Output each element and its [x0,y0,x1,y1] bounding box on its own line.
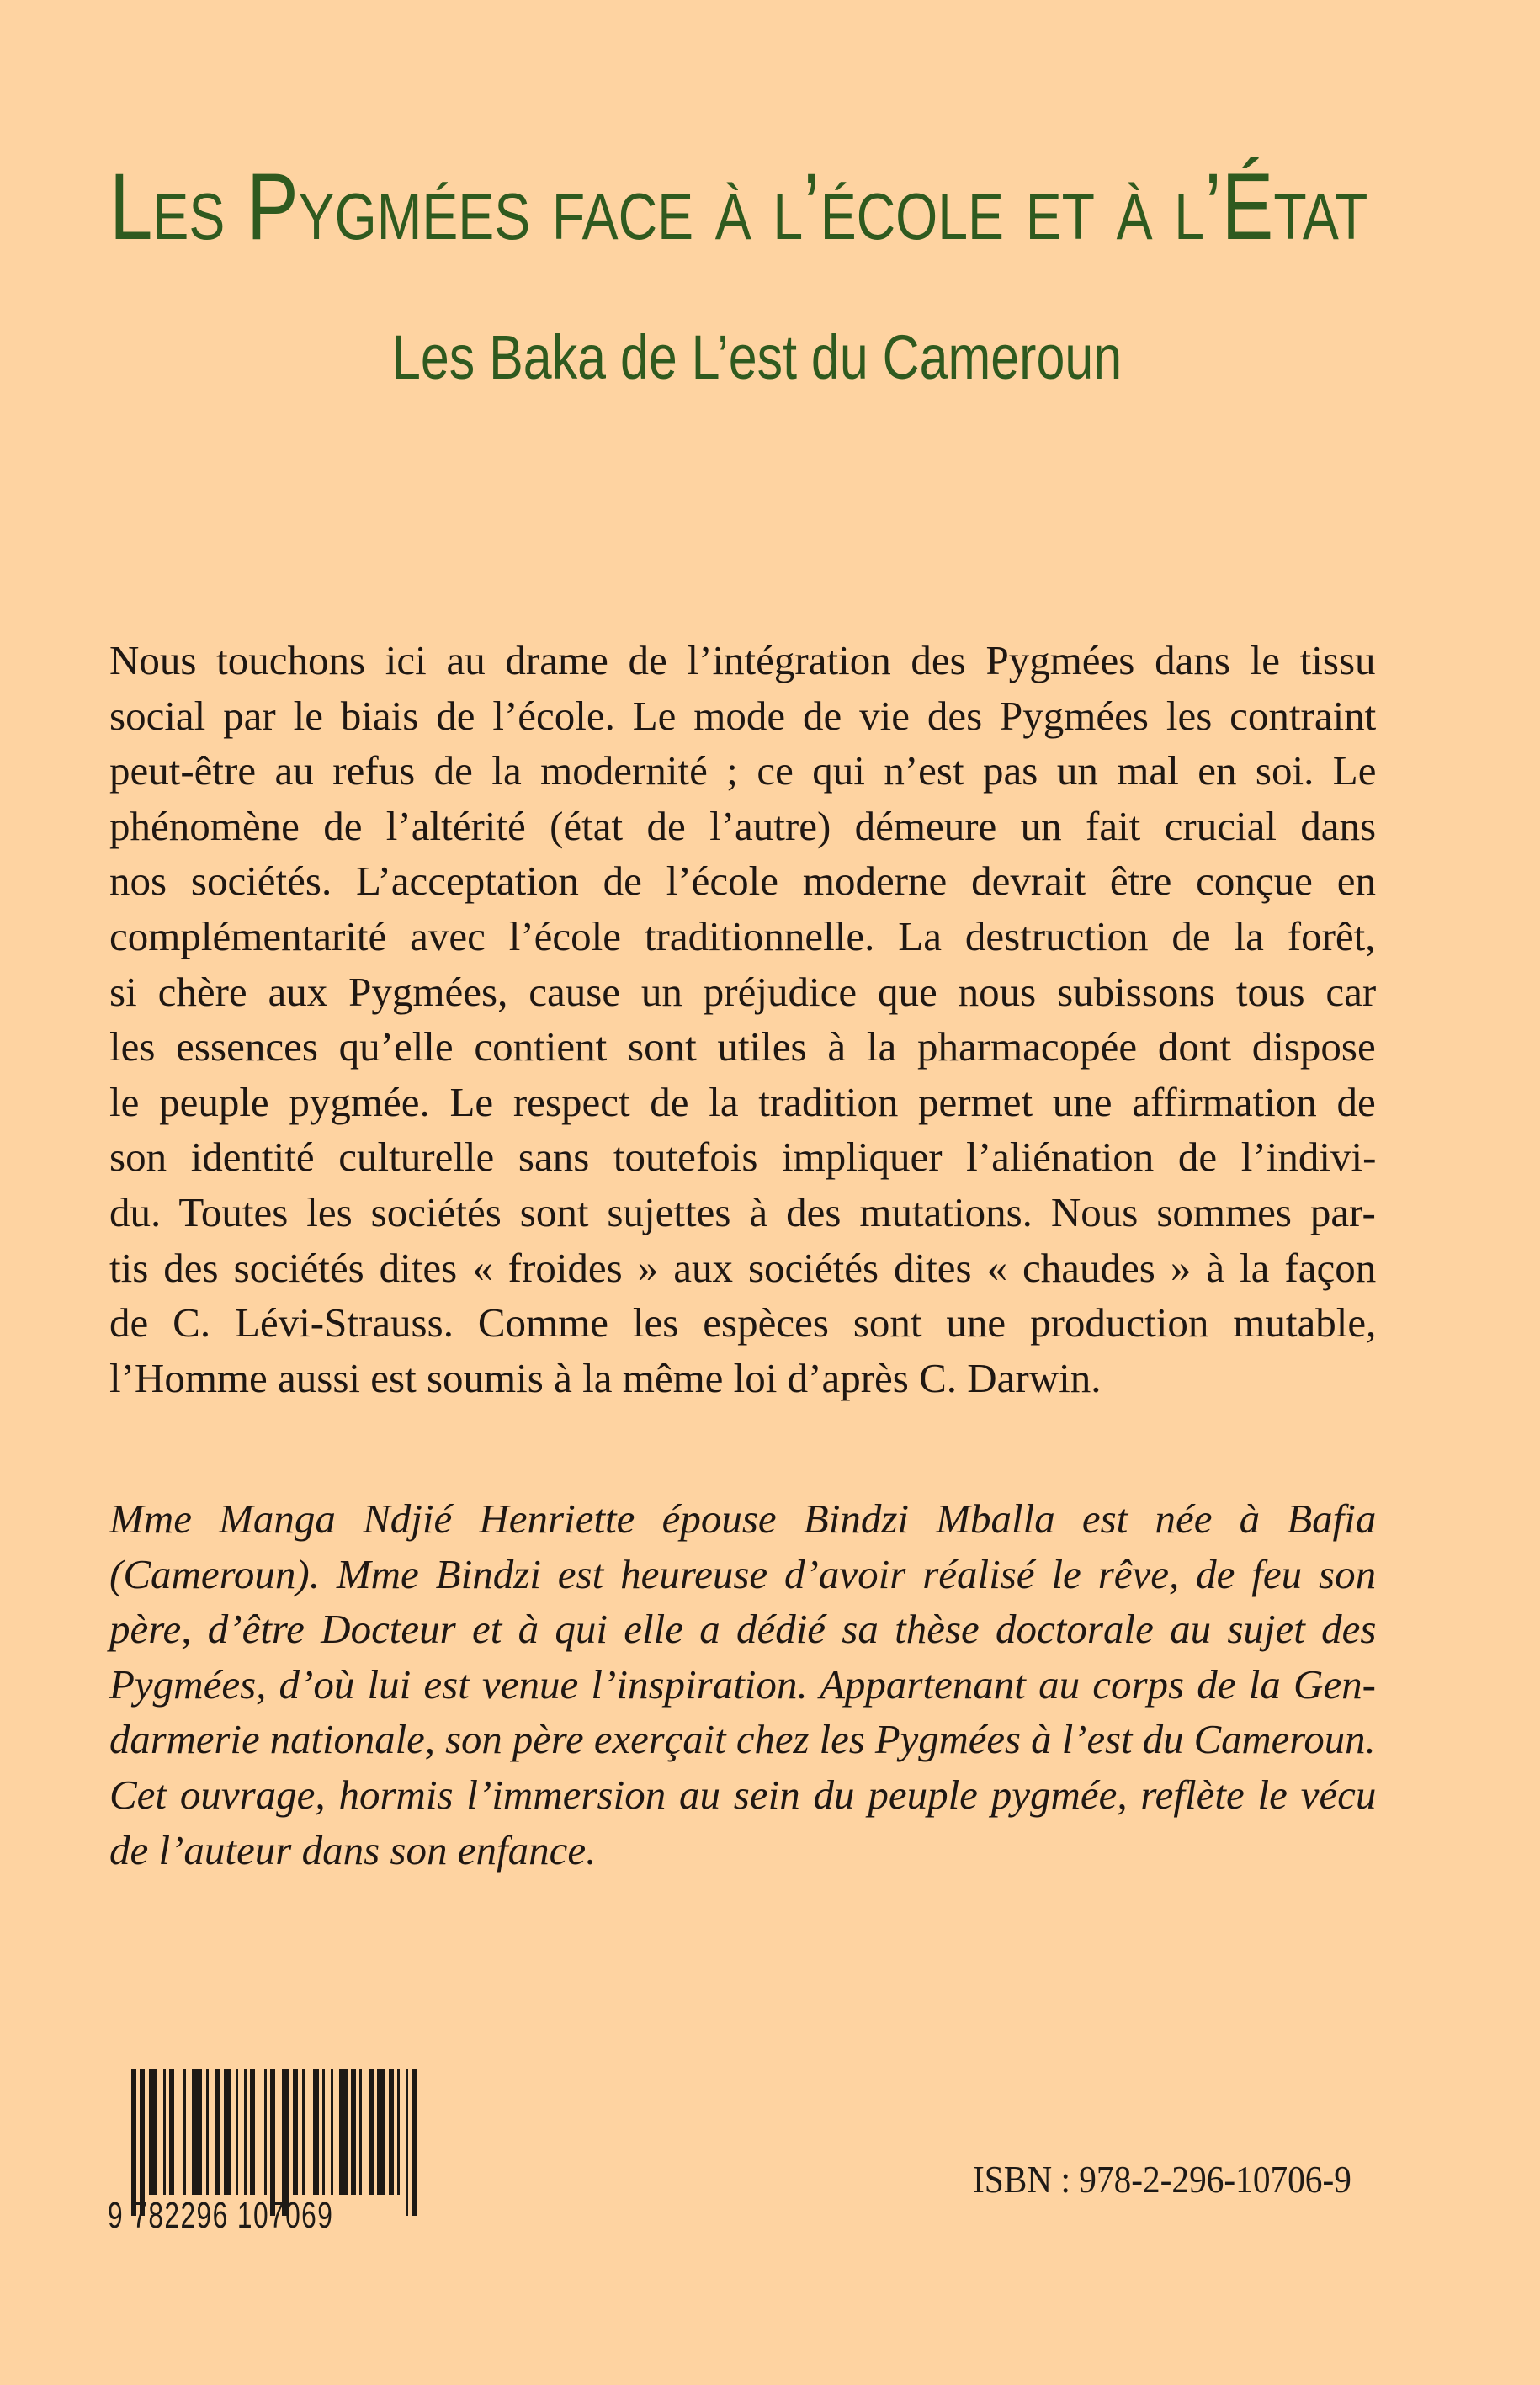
barcode-bar [270,2069,275,2216]
barcode-bar [377,2069,385,2195]
barcode-bar [412,2069,417,2216]
summary-line [109,853,1376,909]
author-line-text: Cet ouvrage, hormis l’immersion au sein du peuple pygmée, reflète le vécu [109,1771,1377,1818]
author-line [109,1547,1376,1602]
summary-line [109,633,1376,688]
book-title: Les Pygmées face à l’école et à l’État [109,154,1368,259]
author-bio-paragraph [109,1491,1376,1878]
summary-line-text: du. Toutes les sociétés sont sujettes à des mutations. Nous sommes par- [109,1188,1376,1235]
summary-line-text: social par le biais de l’école. Le mode de vie des Pygmées les contraint [109,692,1377,739]
barcode-bar [322,2069,325,2195]
isbn-label: ISBN : 978-2-296-10706-9 [973,2158,1351,2201]
book-subtitle: Les Baka de L’est du Cameroun [392,322,1123,392]
barcode-bar [369,2069,374,2195]
barcode-bar [250,2069,255,2195]
barcode [108,2069,417,2237]
barcode-bar [331,2069,333,2195]
barcode-bar [293,2069,298,2195]
barcode-bar [351,2069,356,2195]
barcode-bar [192,2069,202,2195]
summary-line-text: l’Homme aussi est soumis à la même loi d’après C. Darwin. [109,1354,1102,1401]
summary-line-text: si chère aux Pygmées, cause un préjudice que nous subissons tous car [109,968,1377,1015]
summary-line [109,1351,1376,1406]
author-line-text: (Cameroun). Mme Bindzi est heureuse d’avoir réalisé le rêve, de feu son [109,1550,1377,1597]
barcode-bar [244,2069,247,2195]
barcode-bar [183,2069,186,2195]
summary-line-text: complémentarité avec l’école traditionnelle. La destruction de la forêt, [109,912,1376,959]
barcode-bar [264,2069,267,2195]
barcode-bar [406,2069,408,2216]
barcode-bar [302,2069,305,2195]
author-line [109,1657,1376,1713]
summary-line [109,743,1376,799]
summary-line [109,1019,1376,1075]
author-line [109,1602,1376,1657]
barcode-bar [224,2069,231,2195]
barcode-bar [140,2069,145,2216]
summary-line [109,964,1376,1020]
barcode-bar [206,2069,209,2195]
summary-line-text: phénomène de l’altérité (état de l’autre) démeure un fait crucial dans [109,802,1377,849]
barcode-bar [236,2069,238,2195]
summary-line-text: peut-être au refus de la modernité ; ce qui n’est pas un mal en soi. Le [109,747,1377,794]
author-line [109,1767,1376,1823]
summary-line-text: de C. Lévi-Strauss. Comme les espèces sont une production mutable, [109,1299,1377,1347]
summary-line [109,1129,1376,1185]
author-line-text: darmerie nationale, son père exerçait chez les Pygmées à l’est du Cameroun. [109,1716,1376,1763]
summary-line [109,909,1376,964]
summary-line [109,799,1376,854]
summary-line-text: nos sociétés. L’acceptation de l’école moderne devrait être conçue en [109,858,1376,905]
barcode-bar [282,2069,289,2216]
barcode-bar [313,2069,318,2195]
barcode-bar [163,2069,166,2195]
author-line [109,1823,1376,1878]
author-line [109,1712,1376,1767]
barcode-bar [359,2069,362,2195]
barcode-bar [389,2069,394,2195]
barcode-bar [169,2069,174,2195]
author-line-text: Pygmées, d’où lui est venue l’inspiration. Appartenant au corps de la Gen- [109,1660,1376,1708]
summary-line [109,688,1376,744]
barcode-bar [397,2069,400,2195]
summary-line-text: son identité culturelle sans toutefois impliquer l’aliénation de l’indivi- [109,1134,1377,1181]
summary-line [109,1240,1376,1296]
summary-line [109,1185,1376,1240]
author-line-text: de l’auteur dans son enfance. [109,1826,597,1873]
summary-line [109,1075,1376,1130]
author-line-text: père, d’être Docteur et à qui elle a dédié sa thèse doctorale au sujet des [109,1606,1377,1653]
summary-line-text: tis des sociétés dites « froides » aux sociétés dites « chaudes » à la façon [109,1244,1377,1291]
barcode-bar [131,2069,136,2216]
barcode-bars [131,2069,417,2195]
barcode-bar [339,2069,347,2195]
barcode-bar [149,2069,157,2195]
author-line-text: Mme Manga Ndjié Henriette épouse Bindzi Mballa est née à Bafia [109,1495,1377,1542]
summary-line [109,1295,1376,1351]
author-line [109,1491,1376,1547]
barcode-bar [215,2069,220,2195]
barcode-digits: 9 782296 107069 [108,2195,334,2236]
summary-line-text: Nous touchons ici au drame de l’intégration des Pygmées dans le tissu [109,637,1376,683]
summary-paragraph [109,633,1376,1405]
summary-line-text: le peuple pygmée. Le respect de la tradition permet une affirmation de [109,1078,1376,1125]
summary-line-text: les essences qu’elle contient sont utiles à la pharmacopée dont dispose [109,1023,1376,1070]
